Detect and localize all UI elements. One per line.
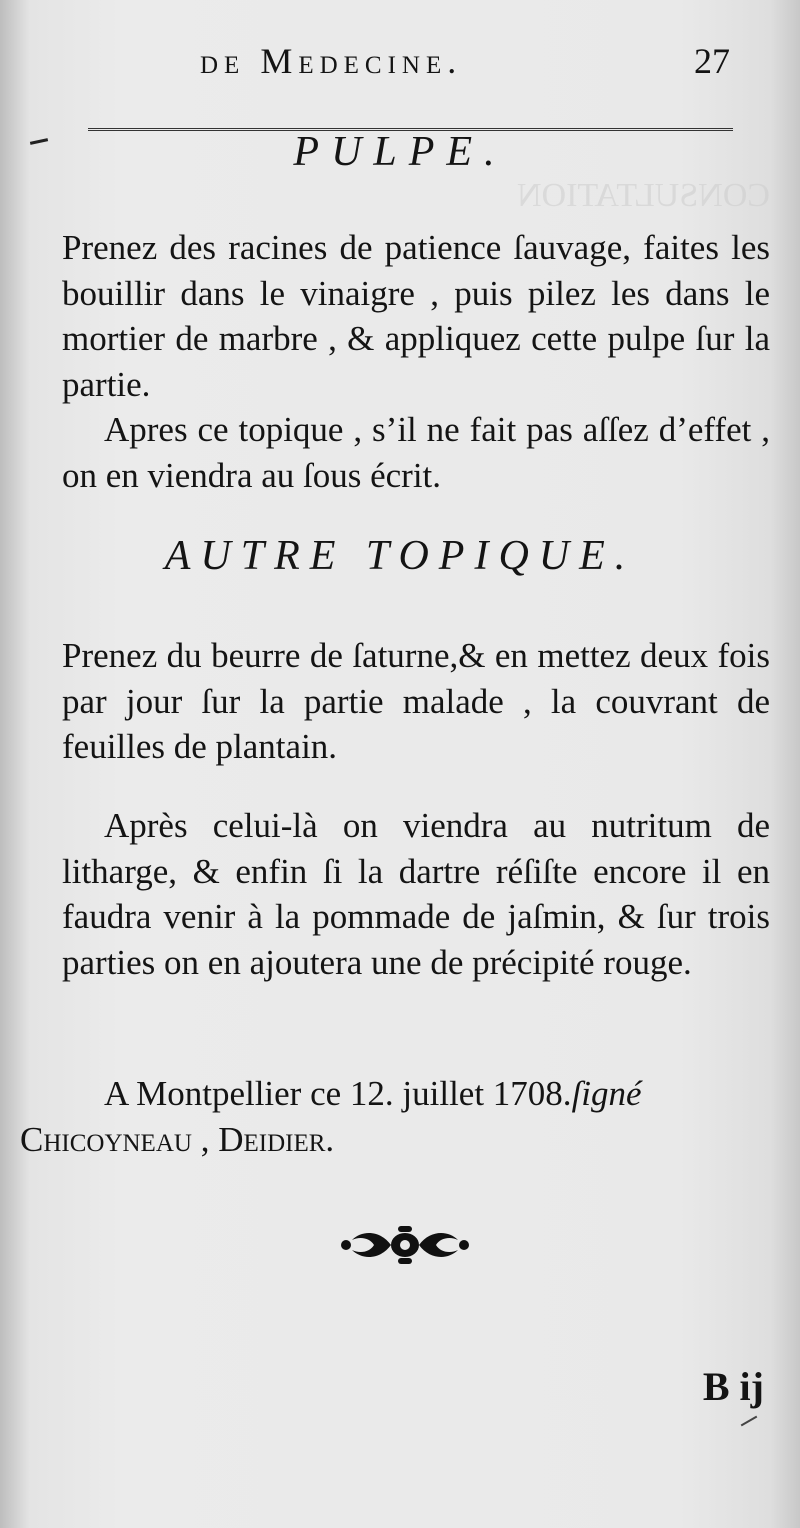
page-number: 27 <box>694 41 730 81</box>
signed-word: ſigné <box>571 1074 642 1113</box>
closing-block <box>20 1071 770 1162</box>
section-title-autre-topique: AUTRE TOPIQUE. <box>164 533 636 579</box>
place-date: A Montpellier ce 12. juillet 1708. <box>104 1074 572 1113</box>
signatories: Chicoyneau , Deidier. <box>20 1119 335 1159</box>
fleuron-ornament-icon <box>340 1220 470 1270</box>
paragraph: Prenez des racines de patience ſauvage, faites les bouillir dans le vinaigre , puis pilez les dans le mortier de marbre , & appliquez cette pulpe ſur la partie. <box>62 228 770 404</box>
margin-tick <box>741 1416 758 1427</box>
section-title-pulpe: PULPE. <box>293 129 507 175</box>
signature-mark: B ij <box>702 1364 764 1409</box>
paragraph: Après celui-là on viendra au nutritum de litharge, & enfin ſi la dartre réſiſte encore il en faudra venir à la pommade de jaſmin, & ſur trois parties on en ajoutera une de précipité rouge. <box>62 806 770 982</box>
paragraph: Prenez du beurre de ſaturne,& en mettez deux fois par jour ſur la partie malade , la couvrant de feuilles de plantain. <box>62 636 770 766</box>
show-through-text: CONSULTATION <box>517 177 770 214</box>
page-header <box>200 40 730 90</box>
running-head: de Medecine. <box>200 41 463 81</box>
paragraph: Apres ce topique , s’il ne fait pas aſſez d’effet , on en viendra au ſous écrit. <box>62 410 770 495</box>
